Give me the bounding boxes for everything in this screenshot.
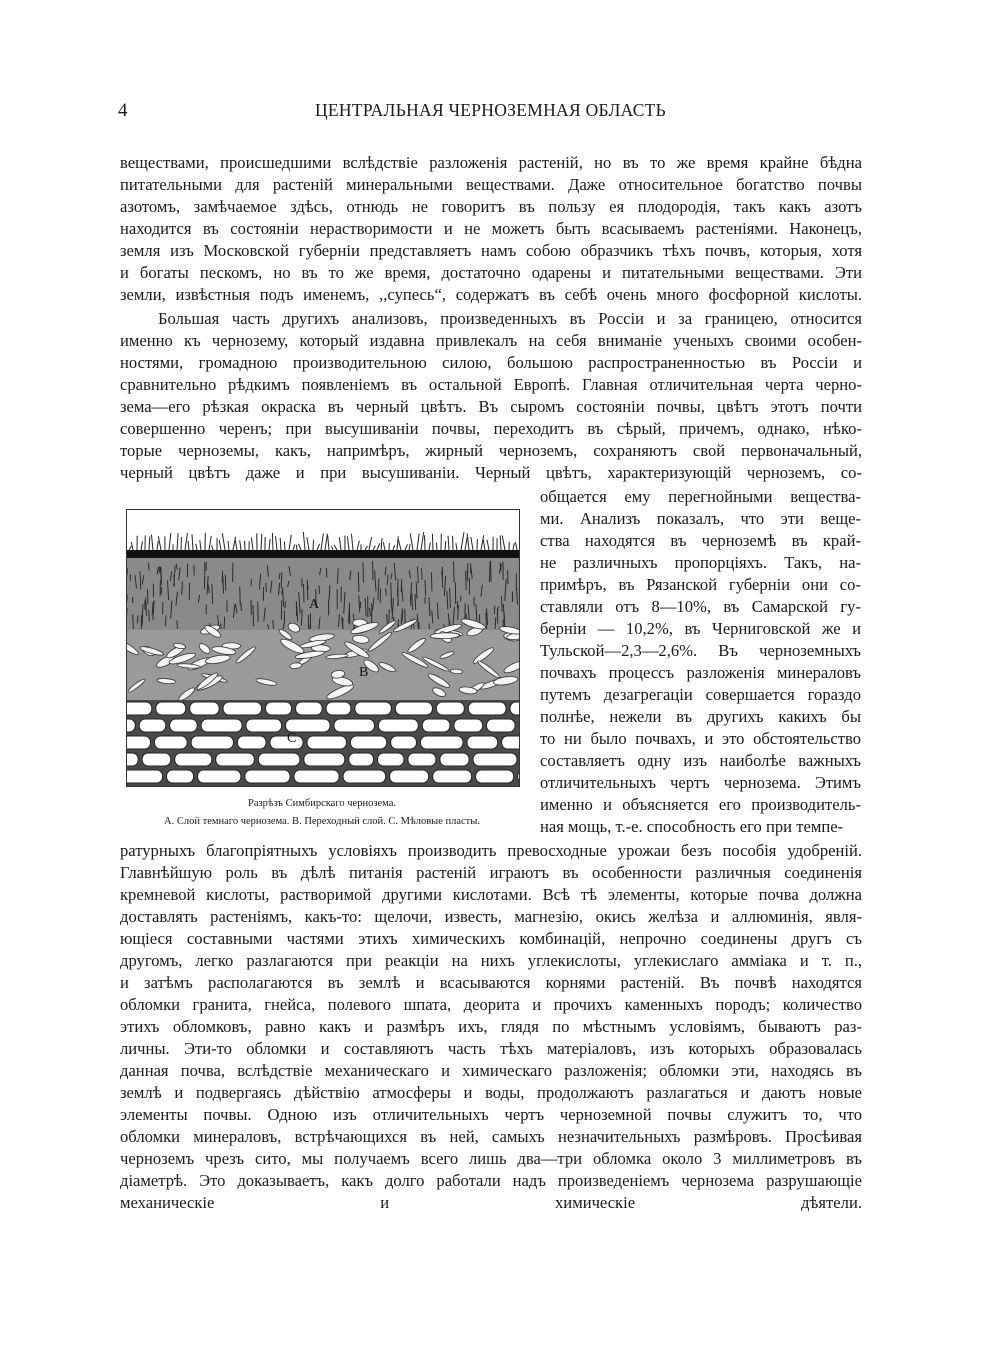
chalk-slab	[378, 719, 418, 732]
humus-streak	[224, 617, 225, 629]
label-a: A	[309, 597, 320, 612]
chalk-slab	[343, 770, 386, 783]
humus-streak	[391, 582, 392, 602]
humus-streak	[285, 601, 286, 608]
soil-profile-illustration	[126, 509, 520, 787]
text-line: ющіеся составными частями этихъ химическихъ комбинацій, непрочно соединены другъ съ	[120, 929, 862, 948]
chalk-slab	[294, 770, 339, 783]
text-line: ставляли отъ 8—10%, въ Самарской гу-	[540, 597, 861, 616]
humus-streak	[397, 579, 398, 596]
chalk-slab	[350, 736, 386, 749]
text-line: и затѣмъ располагаются въ землѣ и всасываются корнями растеній. Въ почвѣ находятся	[120, 973, 862, 992]
humus-streak	[222, 571, 223, 583]
chalk-slab	[167, 770, 194, 783]
chalk-slab	[355, 702, 391, 715]
soil-section-drawing	[127, 510, 519, 786]
chalk-slab	[216, 753, 255, 766]
text-line: землѣ и подвергаясь дѣйствію атмосферы и воды, продолжаютъ разлагаться и даютъ новые	[120, 1083, 862, 1102]
text-line: сравнительно рѣдкимъ появленіемъ въ остальной Европѣ. Главная отличительная черта черно-	[120, 375, 862, 394]
page-header	[118, 100, 863, 128]
chalk-slab	[510, 702, 519, 715]
chalk-slab	[127, 753, 138, 766]
chalk-slab	[266, 702, 292, 715]
humus-streak	[358, 572, 359, 592]
chalk-slab	[127, 702, 152, 715]
humus-streak	[165, 615, 166, 625]
chalk-slab	[246, 719, 282, 732]
chalk-slab	[473, 753, 517, 766]
text-line: веществами, происшедшими вслѣдствіе разложенія растеній, но въ то же время крайне бѣдна	[120, 153, 862, 172]
text-line: именно и объясняется его производитель-	[540, 795, 861, 814]
chalk-slab	[190, 702, 219, 715]
text-line: почвахъ процессъ разложенія минераловъ	[540, 663, 861, 682]
text-line: путемъ дезагрегаціи совершается гораздо	[540, 685, 861, 704]
chalk-slab	[395, 702, 432, 715]
text-line: азотомъ, замѣчаемое здѣсь, отнюдь не говоритъ въ пользу ея плодородія, такъ какъ азотъ	[120, 197, 862, 216]
text-line: именно къ чернозему, который издавна привлекалъ на себя вниманіе ученыхъ своими особен-	[120, 331, 862, 350]
humus-streak	[161, 587, 162, 594]
humus-streak	[212, 584, 213, 604]
humus-streak	[431, 572, 432, 591]
chalk-slab	[468, 702, 506, 715]
humus-streak	[401, 579, 402, 592]
text-line: примѣръ, въ Рязанской губерніи они со-	[540, 575, 861, 594]
text-line: Тульской—2,3—2,6%. Въ черноземныхъ	[540, 641, 861, 660]
humus-streak	[495, 617, 496, 629]
text-line: черный цвѣтъ даже и при высушиваніи. Черный цвѣтъ, характеризующій черноземъ, со-	[120, 463, 862, 482]
label-c: C	[287, 731, 297, 746]
grass-stroke	[436, 543, 437, 550]
chalk-fragment	[430, 632, 460, 639]
text-line: личны. Эти-то обломки и составляютъ часть тѣхъ матеріаловъ, изъ которыхъ образовалась	[120, 1039, 862, 1058]
chalk-slab	[454, 719, 483, 732]
text-line: полнѣе, нежели въ другихъ какихъ бы	[540, 707, 861, 726]
text-line: совершенно черенъ; при высушиваніи почвы, переходитъ въ сѣрый, причемъ, однако, нѣко-	[120, 419, 862, 438]
chalk-slab	[154, 736, 187, 749]
text-line: ратурныхъ благопріятныхъ условіяхъ производить превосходные урожаи безъ пособія удобреній.	[120, 841, 862, 860]
chalk-slab	[245, 770, 290, 783]
chalk-slab	[170, 719, 197, 732]
chalk-slab	[127, 736, 150, 749]
grass-stroke	[284, 541, 285, 550]
text-line: берніи — 10,2%, въ Черниговской же и	[540, 619, 861, 638]
chalk-slab	[440, 753, 469, 766]
chalk-slab	[127, 770, 163, 783]
text-line: обломки минераловъ, встрѣчающихся въ ней, самыхъ незначительныхъ размѣровъ. Просѣивая	[120, 1127, 862, 1146]
chalk-slab	[223, 702, 261, 715]
text-line: не различныхъ пропорціяхъ. Такъ, на-	[540, 553, 861, 572]
chalk-slab	[175, 753, 212, 766]
text-line: элементы почвы. Одною изъ отличительныхъ чертъ черноземной почвы служитъ то, что	[120, 1105, 862, 1124]
chalk-slab	[258, 753, 300, 766]
chalk-slab	[408, 753, 436, 766]
humus-streak	[453, 561, 454, 582]
grass-stroke	[296, 545, 297, 550]
chalk-slab	[422, 719, 450, 732]
label-b: B	[359, 665, 369, 680]
text-line: діаметрѣ. Это доказываетъ, какъ долго работали надъ произведеніемъ чернозема разрушающіе	[120, 1171, 862, 1190]
chalk-slab	[304, 753, 345, 766]
chalk-slab	[476, 770, 514, 783]
humus-streak	[177, 621, 178, 629]
text-line: общается ему перегнойными вещества-	[540, 487, 861, 506]
figure-caption-title: Разрѣзъ Симбирскаго чернозема.	[247, 798, 396, 809]
chalk-slab	[390, 770, 429, 783]
chalk-slab	[467, 736, 498, 749]
figure-caption-legend: А. Слой темнаго чернозема. В. Переходный слой. С. Мѣловые пласты.	[164, 816, 480, 827]
text-line: обломки гранита, гнейса, полевого шпата, деорита и прочихъ каменныхъ породъ; количество	[120, 995, 862, 1014]
text-line: данная почва, вслѣдствіе механическаго и химическаго разложенія; обломки эти, находясь въ	[120, 1061, 862, 1080]
chalk-slab	[502, 736, 519, 749]
grass-stroke	[432, 534, 433, 550]
chalk-slab	[334, 719, 374, 732]
humus-streak	[412, 594, 413, 610]
humus-streak	[491, 561, 492, 582]
chalk-slab	[391, 736, 417, 749]
text-line: доставлять растеніямъ, какъ-то: щелочи, известь, магнезію, окись желѣза и аллюминія, явля-	[120, 907, 862, 926]
page-number: 4	[118, 100, 128, 121]
chalk-slab	[433, 770, 472, 783]
text-line: Главнѣйшую роль въ дѣлѣ питанія растеній играютъ въ особенности различныя соединенія	[120, 863, 862, 882]
text-line: этихъ обломковъ, равно какъ и размѣръ ихъ, глядя по мѣстнымъ условіямъ, бываютъ раз-	[120, 1017, 862, 1036]
humus-streak	[415, 594, 416, 610]
text-line: ми. Анализъ показалъ, что эти веще-	[540, 509, 861, 528]
text-line: земля изъ Московской губерніи представляетъ намъ собою образчикъ тѣхъ почвъ, которыя, хотя	[120, 241, 862, 260]
humus-streak	[442, 571, 443, 578]
humus-streak	[221, 623, 222, 629]
chalk-slab	[378, 753, 404, 766]
text-line: отличительныхъ чертъ чернозема. Этимъ	[540, 773, 861, 792]
chalk-slab	[142, 753, 171, 766]
text-line: кремневой кислоты, растворимой другими кислотами. Всѣ тѣ элементы, которые почва должна	[120, 885, 862, 904]
text-line: торые черноземы, какъ, напримѣръ, жирный черноземъ, сохраняютъ свой первоначальный,	[120, 441, 862, 460]
running-title: ЦЕНТРАЛЬНАЯ ЧЕРНОЗЕМНАЯ ОБЛАСТЬ	[314, 100, 667, 120]
humus-streak	[398, 600, 399, 606]
humus-streak	[240, 587, 241, 605]
grass-stroke	[272, 533, 273, 550]
text-line: черноземъ чрезъ сито, мы получаемъ всего лишь два—три обломка около 3 миллиметровъ въ	[120, 1149, 862, 1168]
text-line: ностями, громадною производительною силою, большою распространенностью въ Россіи и	[120, 353, 862, 372]
chalk-slab	[156, 702, 186, 715]
chalk-slab	[191, 736, 233, 749]
humus-streak	[301, 609, 302, 625]
text-line: то ни было почвахъ, и это обстоятельство	[540, 729, 861, 748]
text-line: зема—его рѣзкая окраска въ черный цвѣтъ. Въ сыромъ состояніи почвы, цвѣтъ этотъ почти	[120, 397, 862, 416]
chalk-slab	[326, 702, 351, 715]
text-line: механическіе и химическіе дѣятели.	[120, 1193, 862, 1212]
humus-streak	[467, 563, 468, 581]
chalk-slab	[127, 719, 135, 732]
chalk-slab	[420, 736, 463, 749]
text-line: и богаты пескомъ, но въ то же время, достаточно одарены и питательными веществами. Эти	[120, 263, 862, 282]
humus-streak	[149, 610, 150, 622]
humus-streak	[273, 620, 274, 629]
chalk-slab	[198, 770, 241, 783]
chalk-slab	[487, 719, 515, 732]
humus-streak	[253, 605, 254, 626]
text-line: земли, извѣстныя подъ именемъ, ,,супесь“, содержатъ въ себѣ очень много фосфорной кислоты.	[120, 285, 862, 304]
chalk-slab	[139, 719, 165, 732]
chalk-slab	[349, 753, 374, 766]
chalk-slab	[296, 702, 323, 715]
text-line: находится въ состояніи нерастворимости и не можетъ быть всасываемъ растеніями. Наконецъ,	[120, 219, 862, 238]
text-line: питательными для растеній минеральными веществами. Даже относительное богатство почвы	[120, 175, 862, 194]
chalk-slab	[436, 702, 464, 715]
text-line: Большая часть другихъ анализовъ, произведенныхъ въ Россіи и за границею, относится	[158, 309, 862, 328]
text-line: ная мощь, т.-е. способность его при темпе-	[540, 817, 844, 836]
text-line: ства находятся въ черноземѣ въ край-	[540, 531, 861, 550]
humus-streak	[421, 568, 422, 579]
grass-stroke	[313, 540, 314, 550]
humus-streak	[486, 613, 487, 629]
text-line: другомъ, легко разлагаются при реакціи на нихъ углекислоты, углекислаго аммiака и т. п.,	[120, 951, 862, 970]
chalk-slab	[237, 736, 266, 749]
text-line: составляетъ одну изъ наиболѣе важныхъ	[540, 751, 861, 770]
chalk-slab	[307, 736, 346, 749]
chalk-slab	[201, 719, 242, 732]
